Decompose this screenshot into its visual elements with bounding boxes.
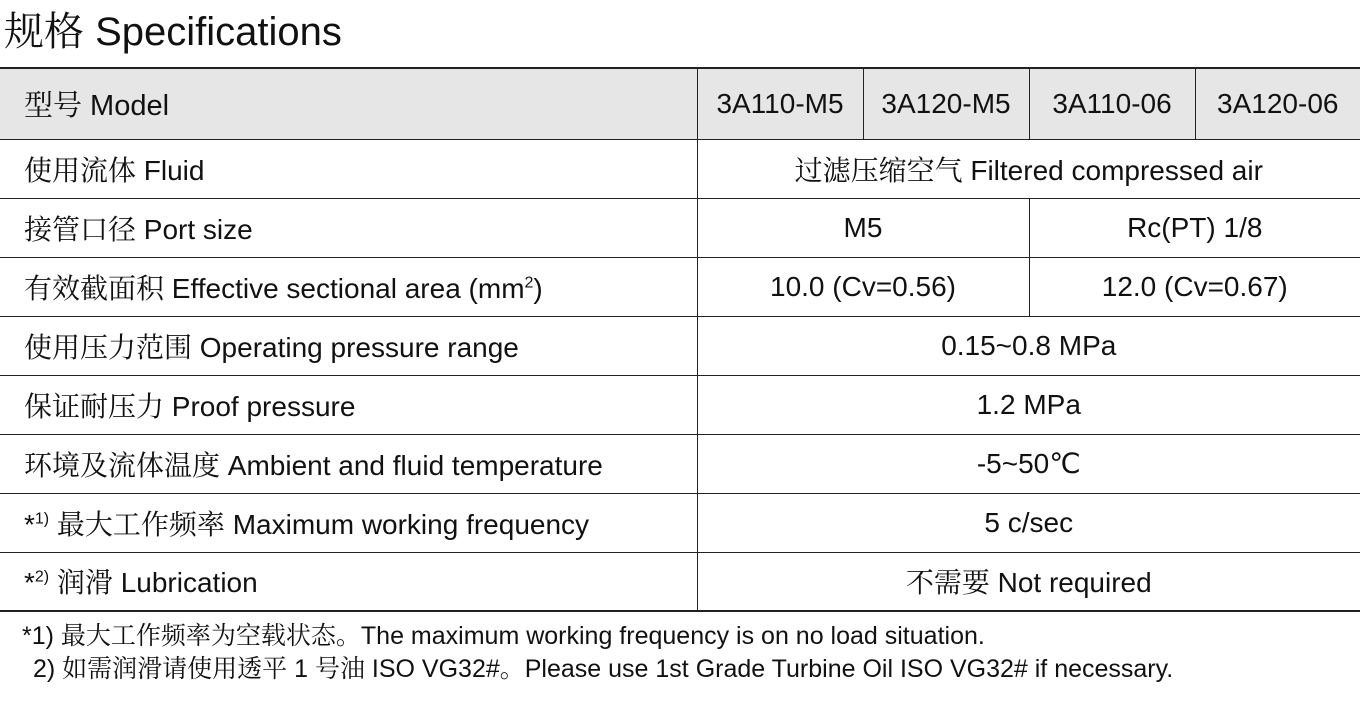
max-frequency-value: 5 c/sec xyxy=(697,493,1360,552)
page-title: 规格 Specifications xyxy=(4,10,342,54)
temperature-value: -5~50℃ xyxy=(697,434,1360,493)
lubrication-label xyxy=(0,552,697,611)
sectional-area-label-text: 有效截面积 Effective sectional area (mm xyxy=(24,272,525,304)
table-row-port-size xyxy=(0,198,1360,257)
model-3a110-m5: 3A110-M5 xyxy=(697,68,863,139)
sectional-area-value-06: 12.0 (Cv=0.67) xyxy=(1029,257,1360,316)
table-row-max-frequency xyxy=(0,493,1360,552)
proof-pressure-value: 1.2 MPa xyxy=(697,375,1360,434)
footnote-marker-2: * xyxy=(24,567,35,599)
port-size-label: 接管口径 Port size xyxy=(0,198,697,257)
footnote-1: *1) 最大工作频率为空载状态。The maximum working frequency is on no load situation. xyxy=(22,622,985,650)
sectional-area-label xyxy=(0,257,697,316)
fluid-label: 使用流体 Fluid xyxy=(0,139,697,198)
max-frequency-label-text: 最大工作频率 Maximum working frequency xyxy=(49,508,590,540)
table-row-proof-pressure xyxy=(0,375,1360,434)
sectional-area-label-close: ) xyxy=(533,272,543,304)
sectional-area-label-superscript: 2 xyxy=(524,274,534,292)
operating-pressure-label: 使用压力范围 Operating pressure range xyxy=(0,316,697,375)
model-3a120-m5: 3A120-M5 xyxy=(863,68,1029,139)
max-frequency-label xyxy=(0,493,697,552)
specifications-table xyxy=(0,67,1360,612)
operating-pressure-value: 0.15~0.8 MPa xyxy=(697,316,1360,375)
table-row-sectional-area xyxy=(0,257,1360,316)
table-row-lubrication xyxy=(0,552,1360,611)
sectional-area-value-m5: 10.0 (Cv=0.56) xyxy=(697,257,1029,316)
lubrication-label-text: 润滑 Lubrication xyxy=(49,567,258,599)
table-row-temperature xyxy=(0,434,1360,493)
footnote-marker-1: * xyxy=(24,508,35,540)
table-row-fluid xyxy=(0,139,1360,198)
model-3a120-06: 3A120-06 xyxy=(1195,68,1360,139)
port-size-value-06: Rc(PT) 1/8 xyxy=(1029,198,1360,257)
fluid-value: 过滤压缩空气 Filtered compressed air xyxy=(697,139,1360,198)
footnotes xyxy=(22,620,1173,686)
proof-pressure-label: 保证耐压力 Proof pressure xyxy=(0,375,697,434)
footnote-marker-1-superscript: 1) xyxy=(34,510,50,528)
model-3a110-06: 3A110-06 xyxy=(1029,68,1195,139)
model-label: 型号 Model xyxy=(0,68,697,139)
temperature-label: 环境及流体温度 Ambient and fluid temperature xyxy=(0,434,697,493)
footnote-marker-2-superscript: 2) xyxy=(34,568,50,586)
footnote-2: 2) 如需润滑请使用透平 1 号油 ISO VG32#。Please use 1st Grade Turbine Oil ISO VG32# if necessary. xyxy=(33,655,1174,683)
port-size-value-m5: M5 xyxy=(697,198,1029,257)
table-row-operating-pressure xyxy=(0,316,1360,375)
lubrication-value: 不需要 Not required xyxy=(697,552,1360,611)
table-header-row xyxy=(0,68,1360,139)
